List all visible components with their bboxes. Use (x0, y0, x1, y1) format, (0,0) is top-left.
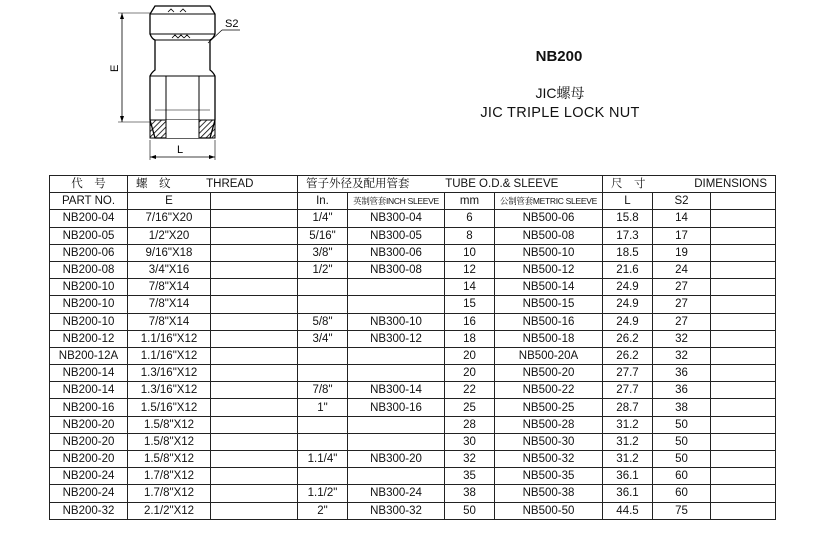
cell-dim-s2: 27 (653, 279, 711, 296)
cell-thread-e: 1.3/16"X12 (128, 382, 211, 399)
cell-tube-mm: 18 (445, 330, 495, 347)
cell-dim-l: 36.1 (603, 485, 653, 502)
header-row-2 (50, 193, 776, 210)
cell-dim-l: 21.6 (603, 261, 653, 278)
cell-tube-mm: 25 (445, 399, 495, 416)
cell-tube-mm: 28 (445, 416, 495, 433)
cell-part-no: NB200-12 (50, 330, 128, 347)
cell-dim-s2: 50 (653, 451, 711, 468)
cell-thread-blank (211, 485, 298, 502)
cell-dim-l: 24.9 (603, 313, 653, 330)
header-thread-en: THREAD (206, 178, 254, 191)
cell-inch-sleeve: NB300-32 (348, 502, 445, 519)
cell-tube-in (298, 347, 348, 364)
cell-inch-sleeve: NB300-14 (348, 382, 445, 399)
cell-thread-blank (211, 399, 298, 416)
cell-dim-s2: 50 (653, 433, 711, 450)
cell-dim-blank (711, 433, 776, 450)
cell-dim-l: 31.2 (603, 451, 653, 468)
cell-tube-in (298, 468, 348, 485)
subtitle-cn: JIC螺母 (535, 85, 585, 101)
cell-thread-blank (211, 451, 298, 468)
table-row (50, 451, 776, 468)
table-row (50, 382, 776, 399)
cell-thread-e: 1.5/8"X12 (128, 433, 211, 450)
cell-thread-blank (211, 365, 298, 382)
cell-part-no: NB200-10 (50, 313, 128, 330)
cell-thread-e: 1.5/16"X12 (128, 399, 211, 416)
cell-metric-sleeve: NB500-18 (495, 330, 603, 347)
table-row (50, 279, 776, 296)
cell-metric-sleeve: NB500-20A (495, 347, 603, 364)
cell-metric-sleeve: NB500-10 (495, 244, 603, 261)
cell-tube-mm: 14 (445, 279, 495, 296)
cell-dim-s2: 38 (653, 399, 711, 416)
cell-dim-blank (711, 399, 776, 416)
cell-dim-blank (711, 416, 776, 433)
cell-dim-blank (711, 485, 776, 502)
cell-tube-mm: 32 (445, 451, 495, 468)
cell-dim-l: 15.8 (603, 210, 653, 227)
cell-metric-sleeve: NB500-15 (495, 296, 603, 313)
cell-part-no: NB200-06 (50, 244, 128, 261)
header-part-cn: 代 号 (50, 176, 128, 193)
cell-tube-in (298, 365, 348, 382)
cell-part-no: NB200-12A (50, 347, 128, 364)
header-in: In. (298, 193, 348, 210)
cell-thread-e: 7/8"X14 (128, 279, 211, 296)
cell-thread-blank (211, 279, 298, 296)
cell-thread-e: 1.5/8"X12 (128, 416, 211, 433)
cell-thread-e: 2.1/2"X12 (128, 502, 211, 519)
cell-inch-sleeve (348, 296, 445, 313)
cell-dim-blank (711, 382, 776, 399)
cell-part-no: NB200-24 (50, 468, 128, 485)
cell-tube-mm: 50 (445, 502, 495, 519)
cell-tube-in (298, 279, 348, 296)
cell-tube-mm: 30 (445, 433, 495, 450)
cell-thread-blank (211, 416, 298, 433)
cell-tube-in: 1/4" (298, 210, 348, 227)
cell-thread-blank (211, 347, 298, 364)
cell-part-no: NB200-20 (50, 433, 128, 450)
cell-metric-sleeve: NB500-38 (495, 485, 603, 502)
cell-inch-sleeve (348, 433, 445, 450)
table-row (50, 227, 776, 244)
table-row (50, 468, 776, 485)
cell-dim-s2: 24 (653, 261, 711, 278)
cell-metric-sleeve: NB500-06 (495, 210, 603, 227)
header-blank-2 (711, 193, 776, 210)
cell-dim-blank (711, 365, 776, 382)
cell-thread-e: 1.1/16"X12 (128, 347, 211, 364)
cell-inch-sleeve (348, 347, 445, 364)
cell-dim-blank (711, 244, 776, 261)
cell-tube-in (298, 296, 348, 313)
cell-thread-blank (211, 330, 298, 347)
cell-dim-blank (711, 279, 776, 296)
cell-thread-blank (211, 227, 298, 244)
cell-dim-l: 26.2 (603, 347, 653, 364)
cell-dim-blank (711, 227, 776, 244)
table-row (50, 416, 776, 433)
subtitle-en: JIC TRIPLE LOCK NUT (480, 105, 640, 121)
cell-metric-sleeve: NB500-12 (495, 261, 603, 278)
cell-thread-blank (211, 313, 298, 330)
cell-thread-e: 9/16"X18 (128, 244, 211, 261)
table-row (50, 365, 776, 382)
header-blank-1 (211, 193, 298, 210)
cell-dim-s2: 27 (653, 313, 711, 330)
cell-thread-blank (211, 244, 298, 261)
cell-tube-in: 5/16" (298, 227, 348, 244)
cell-part-no: NB200-10 (50, 296, 128, 313)
header-tube-cn: 管子外径及配用管套 (306, 178, 410, 191)
cell-tube-mm: 6 (445, 210, 495, 227)
cell-part-no: NB200-10 (50, 279, 128, 296)
cell-thread-e: 1.7/8"X12 (128, 468, 211, 485)
cell-tube-in (298, 416, 348, 433)
cell-tube-mm: 38 (445, 485, 495, 502)
cell-inch-sleeve: NB300-20 (348, 451, 445, 468)
cell-inch-sleeve: NB300-08 (348, 261, 445, 278)
cell-thread-blank (211, 468, 298, 485)
cell-thread-blank (211, 296, 298, 313)
header-metric-sleeve: 公制管套METRIC SLEEVE (495, 193, 603, 210)
cell-thread-e: 1.5/8"X12 (128, 451, 211, 468)
cell-dim-s2: 60 (653, 468, 711, 485)
cell-dim-s2: 19 (653, 244, 711, 261)
cell-dim-l: 31.2 (603, 433, 653, 450)
cell-metric-sleeve: NB500-14 (495, 279, 603, 296)
cell-tube-in: 1.1/4" (298, 451, 348, 468)
cell-part-no: NB200-24 (50, 485, 128, 502)
cell-dim-l: 18.5 (603, 244, 653, 261)
header-s2: S2 (653, 193, 711, 210)
cell-tube-mm: 10 (445, 244, 495, 261)
spec-table (49, 175, 776, 520)
header-tube-en: TUBE O.D.& SLEEVE (445, 178, 559, 191)
cell-dim-l: 17.3 (603, 227, 653, 244)
cell-inch-sleeve: NB300-24 (348, 485, 445, 502)
table-row (50, 485, 776, 502)
cell-tube-mm: 16 (445, 313, 495, 330)
table-row (50, 244, 776, 261)
cell-tube-in: 1.1/2" (298, 485, 348, 502)
cell-part-no: NB200-20 (50, 451, 128, 468)
cell-tube-mm: 20 (445, 347, 495, 364)
cell-dim-s2: 32 (653, 347, 711, 364)
cell-dim-s2: 36 (653, 382, 711, 399)
header-mm: mm (445, 193, 495, 210)
cell-dim-l: 26.2 (603, 330, 653, 347)
cell-metric-sleeve: NB500-50 (495, 502, 603, 519)
cell-dim-s2: 27 (653, 296, 711, 313)
cell-thread-e: 1/2"X20 (128, 227, 211, 244)
cell-inch-sleeve: NB300-05 (348, 227, 445, 244)
header-dimensions (603, 176, 776, 193)
cell-inch-sleeve: NB300-16 (348, 399, 445, 416)
cell-dim-s2: 17 (653, 227, 711, 244)
cell-inch-sleeve (348, 416, 445, 433)
cell-metric-sleeve: NB500-22 (495, 382, 603, 399)
header-dim-cn: 尺 寸 (611, 178, 646, 191)
cell-tube-mm: 12 (445, 261, 495, 278)
cell-dim-l: 36.1 (603, 468, 653, 485)
cell-tube-in: 1/2" (298, 261, 348, 278)
header-inch-sleeve: 英制管套INCH SLEEVE (348, 193, 445, 210)
cell-tube-mm: 20 (445, 365, 495, 382)
cell-dim-s2: 36 (653, 365, 711, 382)
cell-dim-s2: 75 (653, 502, 711, 519)
cell-dim-s2: 50 (653, 416, 711, 433)
cell-thread-e: 7/16"X20 (128, 210, 211, 227)
table-row (50, 399, 776, 416)
nut-drawing (100, 0, 260, 165)
header-dim-en: DIMENSIONS (694, 178, 768, 191)
cell-tube-mm: 8 (445, 227, 495, 244)
cell-dim-s2: 60 (653, 485, 711, 502)
cell-dim-blank (711, 451, 776, 468)
cell-part-no: NB200-32 (50, 502, 128, 519)
cell-thread-e: 1.3/16"X12 (128, 365, 211, 382)
cell-part-no: NB200-08 (50, 261, 128, 278)
cell-tube-in: 1" (298, 399, 348, 416)
table-row (50, 313, 776, 330)
cell-metric-sleeve: NB500-30 (495, 433, 603, 450)
cell-part-no: NB200-05 (50, 227, 128, 244)
cell-part-no: NB200-14 (50, 382, 128, 399)
header-thread (128, 176, 298, 193)
cell-metric-sleeve: NB500-08 (495, 227, 603, 244)
cell-inch-sleeve (348, 365, 445, 382)
cell-metric-sleeve: NB500-32 (495, 451, 603, 468)
table-row (50, 330, 776, 347)
cell-dim-l: 24.9 (603, 279, 653, 296)
cell-tube-mm: 35 (445, 468, 495, 485)
cell-tube-in: 7/8" (298, 382, 348, 399)
cell-part-no: NB200-04 (50, 210, 128, 227)
table-row (50, 261, 776, 278)
cell-dim-s2: 32 (653, 330, 711, 347)
cell-metric-sleeve: NB500-20 (495, 365, 603, 382)
cell-dim-blank (711, 330, 776, 347)
header-row-1 (50, 176, 776, 193)
table-row (50, 210, 776, 227)
cell-thread-e: 1.1/16"X12 (128, 330, 211, 347)
cell-thread-blank (211, 382, 298, 399)
cell-metric-sleeve: NB500-16 (495, 313, 603, 330)
table-row (50, 296, 776, 313)
cell-inch-sleeve: NB300-04 (348, 210, 445, 227)
cell-tube-mm: 15 (445, 296, 495, 313)
cell-thread-e: 7/8"X14 (128, 296, 211, 313)
cell-part-no: NB200-14 (50, 365, 128, 382)
header-e: E (128, 193, 211, 210)
cell-thread-e: 3/4"X16 (128, 261, 211, 278)
cell-dim-l: 28.7 (603, 399, 653, 416)
cell-inch-sleeve: NB300-10 (348, 313, 445, 330)
cell-dim-blank (711, 502, 776, 519)
cell-part-no: NB200-20 (50, 416, 128, 433)
title-block (430, 48, 690, 121)
model-number: NB200 (535, 48, 583, 65)
table-row (50, 347, 776, 364)
cell-part-no: NB200-16 (50, 399, 128, 416)
header-l: L (603, 193, 653, 210)
dim-l-label: L (177, 144, 184, 156)
cell-thread-blank (211, 210, 298, 227)
table-row (50, 502, 776, 519)
cell-dim-s2: 14 (653, 210, 711, 227)
cell-dim-blank (711, 261, 776, 278)
cell-thread-blank (211, 261, 298, 278)
cell-dim-l: 27.7 (603, 365, 653, 382)
cell-dim-blank (711, 296, 776, 313)
cell-tube-mm: 22 (445, 382, 495, 399)
cell-thread-e: 1.7/8"X12 (128, 485, 211, 502)
cell-tube-in: 5/8" (298, 313, 348, 330)
cell-metric-sleeve: NB500-28 (495, 416, 603, 433)
cell-dim-l: 31.2 (603, 416, 653, 433)
cell-thread-blank (211, 433, 298, 450)
cell-tube-in: 2" (298, 502, 348, 519)
cell-tube-in: 3/8" (298, 244, 348, 261)
cell-inch-sleeve (348, 279, 445, 296)
cell-tube-in (298, 433, 348, 450)
header-part-no: PART NO. (50, 193, 128, 210)
cell-dim-blank (711, 313, 776, 330)
header-thread-cn: 螺 纹 (136, 178, 171, 191)
cell-inch-sleeve: NB300-12 (348, 330, 445, 347)
cell-thread-blank (211, 502, 298, 519)
cell-metric-sleeve: NB500-35 (495, 468, 603, 485)
cell-dim-blank (711, 468, 776, 485)
cell-thread-e: 7/8"X14 (128, 313, 211, 330)
cell-dim-l: 44.5 (603, 502, 653, 519)
dim-e-label: E (109, 64, 121, 72)
cell-dim-l: 24.9 (603, 296, 653, 313)
cell-dim-l: 27.7 (603, 382, 653, 399)
cell-dim-blank (711, 210, 776, 227)
cell-inch-sleeve (348, 468, 445, 485)
table-row (50, 433, 776, 450)
cell-metric-sleeve: NB500-25 (495, 399, 603, 416)
cell-tube-in: 3/4" (298, 330, 348, 347)
dim-s2-label: S2 (225, 18, 239, 30)
header-tube (298, 176, 603, 193)
table-body (50, 210, 776, 519)
cell-dim-blank (711, 347, 776, 364)
cell-inch-sleeve: NB300-06 (348, 244, 445, 261)
